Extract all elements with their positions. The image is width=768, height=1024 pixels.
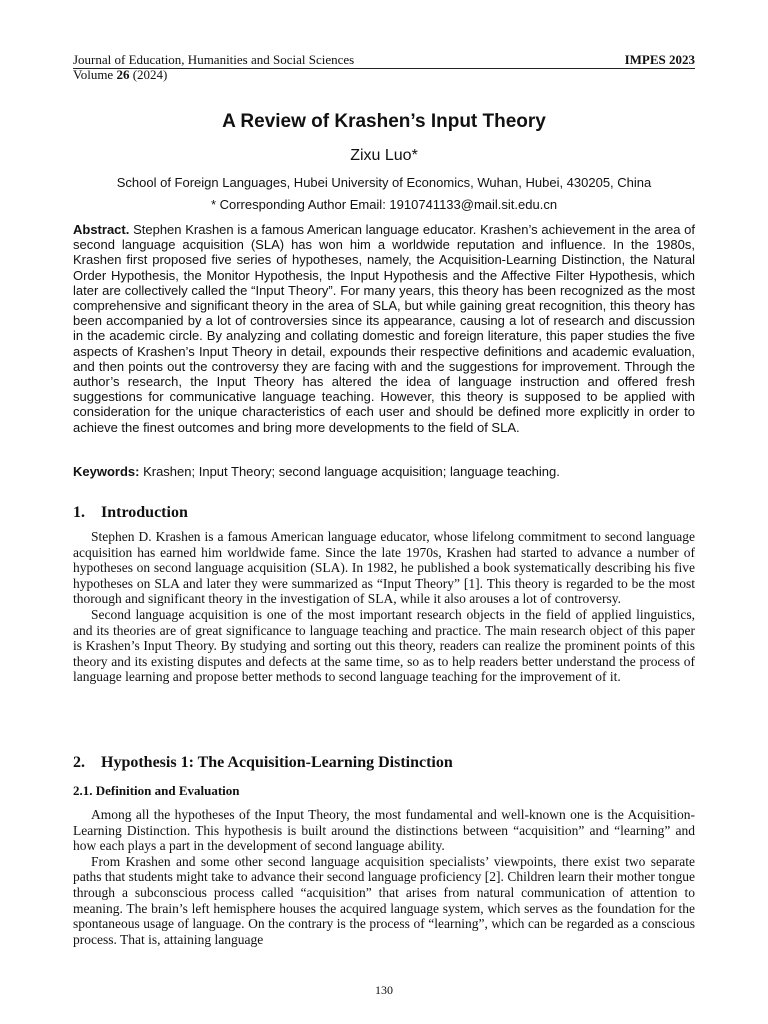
keywords [73, 464, 695, 480]
volume-line [73, 67, 167, 83]
section-number: 2. [73, 754, 85, 771]
section-heading-hypothesis-1 [73, 753, 453, 773]
author-name: Zixu Luo* [350, 147, 418, 164]
section-title: Introduction [101, 504, 188, 521]
paper-page [73, 0, 695, 1024]
paragraph: Second language acquisition is one of the most important research objects in the field of applied linguistics, and its theories are of great significance to language teaching and practice. The main research object of this paper is Krashen’s Input Theory. By studying and sorting out this theory, readers can realize the prominent points of this theory and its existing disputes and defects at the same time, so as to help readers better understand the process of language learning and propose better methods to second language teaching for the improvement of it. [73, 606, 695, 685]
keywords-label: Keywords: [73, 464, 140, 479]
introduction-body [73, 529, 695, 685]
abstract-label: Abstract. [73, 222, 130, 237]
paragraph: Stephen D. Krashen is a famous American language educator, whose lifelong commitment to second language acquisition has earned him worldwide fame. Since the late 1970s, Krashen had started to advance a number of hypotheses on second language acquisition (SLA). In 1982, he published a book systematically describing his five hypotheses on SLA and later they were summarized as “Input Theory” [1]. This theory is regarded to be the most thorough and significant theory in the investigation of SLA, while it also arouses a lot of controversy. [73, 529, 695, 607]
paragraph: From Krashen and some other second language acquisition specialists’ viewpoints, there exist two separate paths that students might take to advance their second language proficiency [2]. Children learn their mother tongue through a subconscious process called “acquisition” that arises from natural communication of attention to meaning. The brain’s left hemisphere houses the acquired language system, which serves as the foundation for the spontaneous usage of language. On the contrary is the process of “learning”, which can be regarded as a conscious process. That is, attaining language [73, 853, 695, 947]
abstract-text: Stephen Krashen is a famous American language educator. Krashen’s achievement in the area of second language acquisition (SLA) has won him a worldwide reputation and influence. In the 1980s, Krashen first proposed five series of hypotheses, namely, the Acquisition-Learning Distinction, the Natural Order Hypothesis, the Monitor Hypothesis, the Input Hypothesis and the Affective Filter Hypothesis, which later are collectively called the “Input Theory”. For many years, this theory has been recognized as the most comprehensive and significant theory in the area of SLA, but while gaining great recognition, this theory has been accompanied by a lot of controversies since its appearance, causing a lot of research and discussion in the academic circle. By analyzing and collating domestic and foreign literature, this paper studies the five aspects of Krashen’s Input Theory in detail, expounds their respective definitions and academic evaluation, and then points out the controversy they are facing with and the suggestions for improvement. Through the author’s research, the Input Theory has altered the idea of language instruction and offered fresh suggestions for communicative language teaching. However, this theory is supposed to be applied with consideration for the unique characteristics of each user and should be defined more explicitly in order to achieve the finest outcomes and bring more developments to the field of SLA. [73, 222, 695, 435]
subsection-heading: 2.1. Definition and Evaluation [73, 783, 240, 798]
affiliation: School of Foreign Languages, Hubei University of Economics, Wuhan, Hubei, 430205, China [116, 175, 652, 190]
paragraph: Among all the hypotheses of the Input Theory, the most fundamental and well-known one is the Acquisition-Learning Distinction. This hypothesis is built around the distinctions between “acquisition” and “learning” and how each plays a part in the development of second language ability. [73, 807, 695, 854]
volume-number: 26 [116, 67, 130, 82]
paper-title: A Review of Krashen’s Input Theory [222, 111, 546, 132]
page-number: 130 [375, 983, 393, 997]
volume-prefix: Volume [73, 67, 117, 82]
abstract [73, 222, 695, 435]
section-number: 1. [73, 504, 85, 521]
keywords-text: Krashen; Input Theory; second language acquisition; language teaching. [139, 464, 560, 479]
section-title: Hypothesis 1: The Acquisition-Learning Distinction [101, 754, 453, 771]
journal-name: Journal of Education, Humanities and Social Sciences [73, 52, 355, 67]
volume-year: (2024) [129, 67, 168, 82]
subsection-body [73, 807, 695, 947]
corresponding-email: * Corresponding Author Email: 1910741133@mail.sit.edu.cn [210, 197, 558, 212]
section-heading-introduction [73, 503, 188, 523]
conference-name: IMPES 2023 [624, 52, 695, 67]
